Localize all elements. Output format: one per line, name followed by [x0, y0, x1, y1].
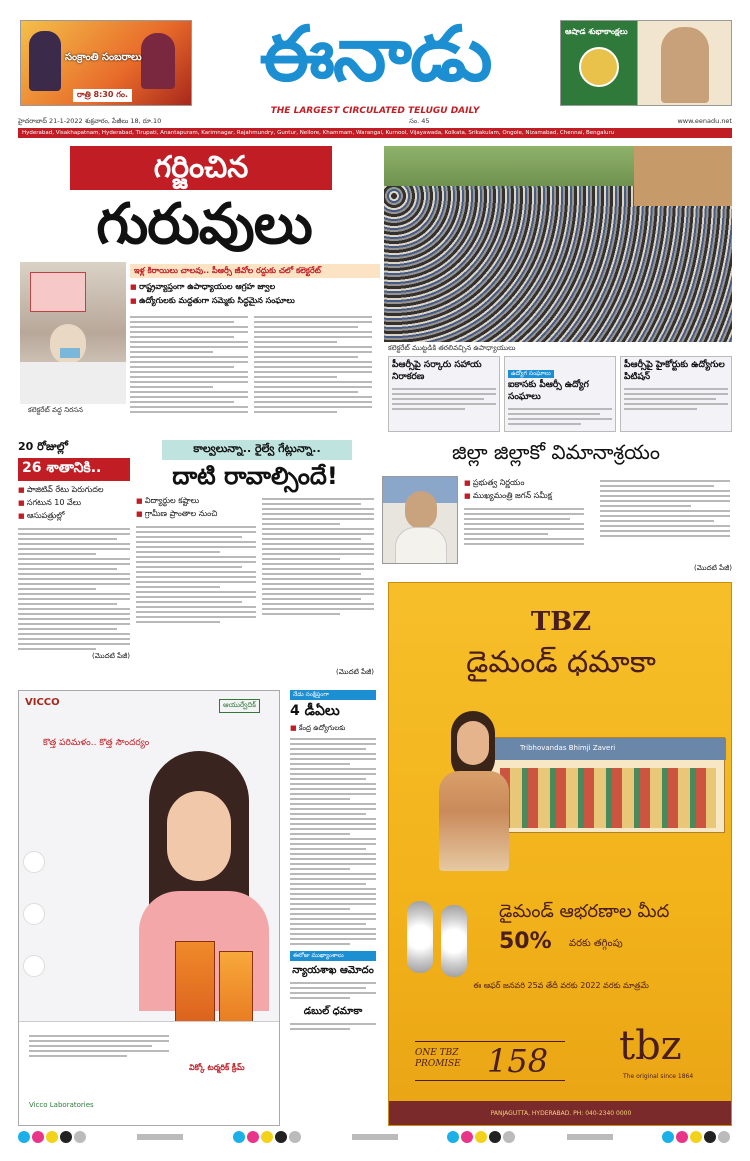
airport-bullet-1: ■ ప్రభుత్వ నిర్ణయం — [464, 478, 584, 489]
brief-label: నేడు సంక్షిప్తంగా — [290, 690, 376, 700]
volume: సం. 45 — [409, 117, 430, 125]
cream-ad[interactable] — [18, 690, 280, 1126]
tbz-offer-suffix: వరకు తగ్గింపు — [569, 938, 623, 949]
railway-headline: దాటి రావాల్సిందే! — [172, 462, 338, 490]
lead-headline: గురువులు — [96, 192, 312, 257]
tbz-earrings — [405, 901, 475, 981]
side-news-3[interactable] — [620, 356, 732, 432]
lead-body-col-2 — [254, 316, 372, 413]
covid-jump[interactable]: (మొదటి పేజీ) — [92, 652, 130, 660]
tbz-offer-text: డైమండ్ ఆభరణాల మీద — [499, 901, 670, 922]
grey-bar-1 — [137, 1134, 183, 1140]
cream-ad-product-name: విక్కో టర్మరిక్ క్రీమ్ — [189, 1063, 245, 1072]
grey-bar-3 — [567, 1134, 613, 1140]
registration-marks-3 — [447, 1128, 517, 1147]
cream-ad-copy: కొత్త పరిమళం.. కొత్త సౌందర్యం — [43, 738, 150, 748]
covid-bullet-3: ■ ఆసుపత్రుల్లో — [18, 511, 130, 522]
lead-story — [18, 144, 732, 434]
lead-body-col-1 — [130, 316, 248, 413]
side-news-1-title: పీఆర్సీపై సర్కారు సహాయ నిరాకరణ — [392, 360, 482, 382]
airport-bullet-2: ■ ముఖ్యమంత్రి జగన్ సమీక్ష — [464, 491, 584, 502]
date-strip — [18, 117, 732, 127]
tbz-store-label: Tribhovandas Bhimji Zaveri — [520, 744, 616, 752]
airport-story[interactable] — [380, 440, 732, 574]
side-news-3-title: పీఆర్సీపై హైకోర్టుకు ఉద్యోగుల పిటిషన్ — [624, 360, 725, 382]
tbz-address: PANJAGUTTA, HYDERABAD. PH: 040-2340 0000 — [490, 1110, 632, 1117]
lead-kicker: గర్జించిన — [70, 146, 332, 190]
lead-protest-photo[interactable] — [20, 262, 126, 404]
cream-ad-footer: Vicco Laboratories — [29, 1101, 94, 1109]
tbz-address-bar — [389, 1101, 732, 1126]
brief-headline-2[interactable]: న్యాయశాఖ ఆమోదం — [292, 965, 374, 976]
tbz-logo-sub: The original since 1864 — [623, 1073, 694, 1080]
masthead-right-ad[interactable] — [560, 20, 732, 106]
railway-bullet-2: ■ గ్రామీణ ప్రాంతాల నుంచి — [136, 509, 256, 520]
cream-ad-tag: ఆయుర్వేదిక్ — [219, 699, 260, 713]
brief-headline[interactable]: 4 డీఏలు — [290, 703, 340, 719]
website-link[interactable]: www.eenadu.net — [677, 117, 732, 125]
railway-kicker: కాల్వలున్నా.. రైల్వే గేట్లున్నా.. — [162, 440, 352, 460]
tbz-promise-number: 158 — [487, 1042, 549, 1080]
left-ad-sub: రాత్రి 8:30 గం. — [73, 89, 132, 102]
brief-bullet-1: ■ కేంద్ర ఉద్యోగులకు — [290, 724, 376, 734]
railway-body-col-2 — [262, 498, 374, 615]
print-registration-strip — [18, 1130, 732, 1144]
right-ad-text: ఆషాడ శుభాకాంక్షలు — [565, 27, 628, 36]
tbz-store-photo — [489, 737, 725, 833]
lead-photo-caption-left: కలెక్టరేట్ వద్ద నిరసన — [28, 406, 84, 414]
side-news-2[interactable] — [504, 356, 616, 432]
tbz-brand: TBZ — [530, 607, 592, 637]
lead-crowd-photo[interactable] — [384, 146, 732, 342]
covid-headline: 26 శాతానికి.. — [18, 458, 130, 481]
airport-headline: జిల్లా జిల్లాకో విమానాశ్రయం — [451, 440, 661, 464]
cream-ad-brand: VICCO — [25, 697, 60, 708]
tbz-promise-badge — [415, 1041, 565, 1081]
tbz-promise-label: ONE TBZ PROMISE — [415, 1048, 461, 1069]
lead-subhead: ఇళ్ల కిరాయిలు చాలవు.. పీఆర్సీ జీవోల రద్దుకు చలో కలెక్టరేట్ — [130, 264, 380, 278]
tbz-model — [429, 711, 519, 871]
registration-marks-2 — [233, 1128, 303, 1147]
registration-marks-1 — [18, 1128, 88, 1147]
brief-headline-3[interactable]: డబుల్ ధమాకా — [303, 1006, 363, 1017]
editions-line: Hyderabad, Visakhapatnam, Hyderabad, Tirupati, Anantapuram, Karimnagar, Rajahmundry, Guntur, Nellore, Khammam, Warangal, Kurnool, Vijayawada, Kolkata, Srikakulam, Ongole, Nizamabad, Chennai, Bengaluru — [22, 130, 615, 136]
side-news-2-title: ఐకాసకు పీఆర్సీ ఉద్యోగ సంఘాలు — [508, 380, 589, 402]
date-line: హైదరాబాద్ 21-1-2022 శుక్రవారం, పేజీలు 18, రూ.10 — [18, 117, 162, 125]
covid-kicker: 20 రోజుల్లో — [18, 440, 68, 453]
railway-jump[interactable]: (మొదటి పేజీ) — [336, 668, 374, 676]
brief-column — [290, 690, 376, 1126]
covid-bullet-1: ■ పాజిటివ్ రేటు పెరుగుదల — [18, 485, 130, 496]
left-ad-text: సంక్రాంతి సంబరాలు — [65, 52, 142, 63]
lead-bullet-2: ■ ఉద్యోగులకు మద్దతుగా సమ్మెకు సిద్ధమైన సంఘాలు — [130, 296, 295, 307]
railway-bullet-1: ■ విద్యార్థుల కష్టాలు — [136, 496, 256, 507]
lead-photo-caption-right: కలెక్టరేట్ ముట్టడికి తరలివచ్చిన ఉపాధ్యాయులు — [388, 344, 516, 352]
airport-jump[interactable]: (మొదటి పేజీ) — [694, 564, 732, 572]
side-news-1[interactable] — [388, 356, 500, 432]
tbz-validity: ఈ ఆఫర్ జనవరి 25వ తేదీ వరకు 2022 వరకు మాత్రమే — [473, 981, 649, 990]
masthead-logo: ఈనాడు — [259, 9, 491, 98]
side-news-2-badge: ఉద్యోగ సంఘాలు — [508, 370, 554, 378]
masthead — [0, 0, 750, 140]
tbz-logo: tbz — [619, 1023, 682, 1069]
covid-bullet-2: ■ సగటున 10 వేలు — [18, 498, 130, 509]
brief-label-2: ఈరోజు ముఖ్యాంశాలు — [290, 951, 376, 961]
lead-bullet-1: ■ రాష్ట్రవ్యాప్తంగా ఉపాధ్యాయుల ఆగ్రహ జ్వాల — [130, 282, 275, 293]
grey-bar-2 — [352, 1134, 398, 1140]
railway-story[interactable] — [136, 440, 374, 680]
masthead-tagline: THE LARGEST CIRCULATED TELUGU DAILY — [270, 106, 480, 116]
tbz-title: డైమండ్ ధమాకా — [466, 645, 656, 680]
airport-photo[interactable] — [382, 476, 458, 564]
tbz-ad[interactable] — [388, 582, 732, 1126]
covid-body — [18, 528, 130, 650]
covid-story[interactable] — [18, 440, 130, 680]
editions-bar — [18, 128, 732, 138]
registration-marks-4 — [662, 1128, 732, 1147]
masthead-left-ad[interactable] — [20, 20, 192, 106]
tbz-offer-percent: 50% — [499, 929, 552, 954]
cream-ad-fineprint — [29, 1035, 169, 1057]
airport-body-col-2 — [600, 480, 730, 537]
